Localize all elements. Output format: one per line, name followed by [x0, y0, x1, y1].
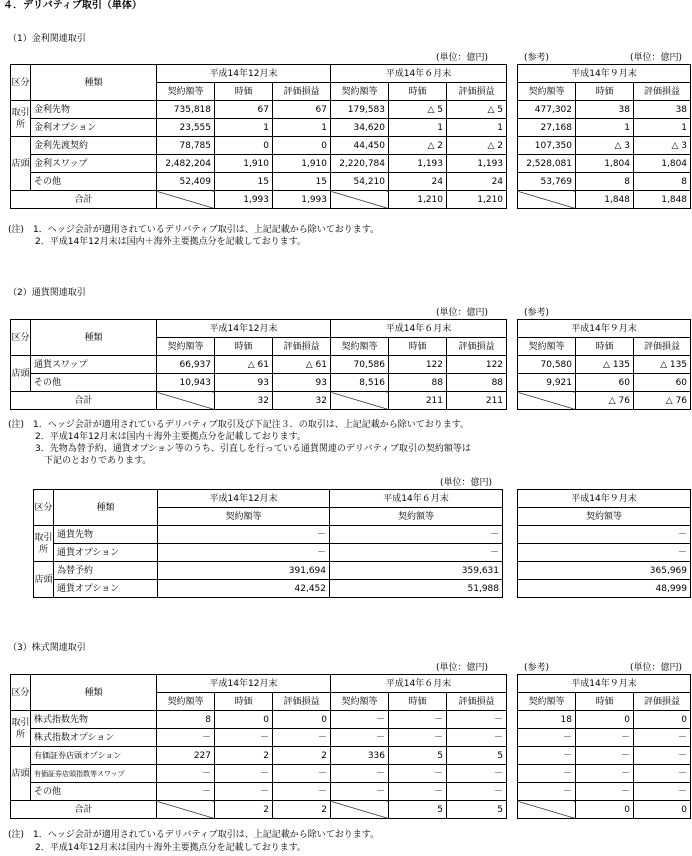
note: 2．平成14年12月末は国内＋海外主要拠点分を記載しております。 [8, 432, 306, 442]
cell: 70,586 [331, 356, 389, 374]
cell: 336 [331, 747, 389, 765]
unit-label: (単位：億円) [630, 53, 683, 63]
cell: 735,818 [157, 101, 215, 119]
reference-label: (参考) [524, 53, 550, 63]
cell: － [331, 765, 389, 783]
cell: 1,804 [576, 155, 634, 173]
unit-label: (単位：億円) [440, 478, 493, 488]
col-valuation: 評価損益 [273, 693, 331, 711]
section-3-title: （3）株式関連取引 [8, 643, 86, 653]
diagonal-cell [157, 191, 215, 209]
period-jun-header: 平成14年６月末 [330, 490, 503, 508]
period-sep-header: 平成14年９月末 [518, 320, 691, 338]
cell: 38 [576, 101, 634, 119]
cell: － [576, 729, 634, 747]
cell: 1,910 [215, 155, 273, 173]
cell: 52,409 [157, 173, 215, 191]
cell: 10,943 [157, 374, 215, 392]
group-otc: 店頭 [34, 562, 54, 598]
period-jun-header: 平成14年６月末 [331, 320, 507, 338]
cell: 2,528,081 [518, 155, 576, 173]
cell: 5 [447, 747, 507, 765]
cell: 211 [389, 392, 447, 410]
cell: 44,450 [331, 137, 389, 155]
cell: △ 5 [447, 101, 507, 119]
cell: 1,193 [447, 155, 507, 173]
cell: － [447, 729, 507, 747]
currency-contract-ref-table [517, 489, 691, 598]
row-name: 通貨オプション [54, 580, 158, 598]
cell: 1,848 [634, 191, 691, 209]
cell: △ 2 [447, 137, 507, 155]
cell: 2,220,784 [331, 155, 389, 173]
diagonal-cell [157, 392, 215, 410]
cell: △ 61 [273, 356, 331, 374]
col-valuation: 評価損益 [634, 693, 691, 711]
cell: 2 [215, 801, 273, 819]
cell: － [273, 783, 331, 801]
currency-ref-table [517, 319, 691, 410]
cell: － [447, 783, 507, 801]
cell: 93 [273, 374, 331, 392]
equity-table [10, 674, 507, 819]
cell: 60 [634, 374, 691, 392]
cell: 67 [273, 101, 331, 119]
period-jun-header: 平成14年６月末 [331, 65, 507, 83]
cell: － [576, 765, 634, 783]
cell: － [215, 783, 273, 801]
cell: － [331, 783, 389, 801]
cell: 2,482,204 [157, 155, 215, 173]
cell: － [518, 783, 576, 801]
note: (注) 1．ヘッジ会計が適用されているデリバティブ取引及び下記注３．の取引は、上記記載から除いております。 [8, 420, 470, 430]
cell: － [158, 544, 330, 562]
total-label: 合計 [11, 191, 157, 209]
period-dec-header: 平成14年12月末 [158, 490, 330, 508]
cell: 1,848 [576, 191, 634, 209]
cell: － [157, 765, 215, 783]
cell: 24 [447, 173, 507, 191]
cell: － [389, 729, 447, 747]
row-name: その他 [31, 783, 157, 801]
col-contract: 契約額等 [331, 83, 389, 101]
cell: 227 [157, 747, 215, 765]
diagonal-cell [157, 801, 215, 819]
cell: 88 [389, 374, 447, 392]
cell: 0 [215, 137, 273, 155]
total-label: 合計 [11, 392, 157, 410]
cell: 88 [447, 374, 507, 392]
cell: 54,210 [331, 173, 389, 191]
col-market: 時価 [576, 338, 634, 356]
cell: － [634, 783, 691, 801]
col-market: 時価 [215, 83, 273, 101]
period-dec-header: 平成14年12月末 [157, 65, 331, 83]
cell: 8 [157, 711, 215, 729]
cell: 60 [576, 374, 634, 392]
cell: － [157, 729, 215, 747]
note: 2．平成14年12月末は国内＋海外主要拠点分を記載しております。 [8, 843, 306, 853]
cell: 48,999 [518, 580, 691, 598]
cell: 34,620 [331, 119, 389, 137]
cell: 1 [215, 119, 273, 137]
col-market: 時価 [389, 693, 447, 711]
row-name: 株式指数オプション [31, 729, 157, 747]
cell: 107,350 [518, 137, 576, 155]
col-contract: 契約額等 [157, 338, 215, 356]
cell: 32 [215, 392, 273, 410]
equity-ref-table [517, 674, 691, 819]
cell: △ 61 [215, 356, 273, 374]
cell: 66,937 [157, 356, 215, 374]
diagonal-cell [331, 801, 389, 819]
cell: － [634, 747, 691, 765]
total-label: 合計 [11, 801, 157, 819]
cell: － [389, 783, 447, 801]
col-contract: 契約額等 [331, 338, 389, 356]
period-jun-header: 平成14年６月末 [331, 675, 507, 693]
page-heading: ４．デリバティブ取引（単体） [3, 0, 142, 11]
col-market: 時価 [576, 83, 634, 101]
cell: 1 [273, 119, 331, 137]
type-header: 種類 [31, 320, 157, 356]
period-sep-header: 平成14年９月末 [518, 490, 691, 508]
interest-rate-ref-table [517, 64, 691, 209]
cell: 1,193 [389, 155, 447, 173]
cell: 477,302 [518, 101, 576, 119]
cell: 93 [215, 374, 273, 392]
row-name: 金利オプション [31, 119, 157, 137]
cell: － [389, 765, 447, 783]
cell: 1,210 [447, 191, 507, 209]
col-valuation: 評価損益 [634, 338, 691, 356]
cell: 2 [273, 801, 331, 819]
cell: － [634, 729, 691, 747]
cell: － [331, 729, 389, 747]
cell: 0 [273, 711, 331, 729]
currency-contract-table [33, 489, 503, 598]
col-market: 時価 [215, 693, 273, 711]
cell: － [518, 526, 691, 544]
type-header: 種類 [31, 65, 157, 101]
cell: 8 [576, 173, 634, 191]
period-sep-header: 平成14年９月末 [518, 675, 691, 693]
period-dec-header: 平成14年12月末 [157, 320, 331, 338]
cell: 53,769 [518, 173, 576, 191]
cell: 179,583 [331, 101, 389, 119]
cell: 1,804 [634, 155, 691, 173]
row-name: 株式指数先物 [31, 711, 157, 729]
cell: － [215, 765, 273, 783]
cell: 0 [576, 801, 634, 819]
row-name: 通貨スワップ [31, 356, 157, 374]
cell: － [331, 711, 389, 729]
cell: － [330, 526, 503, 544]
cell: 1 [389, 119, 447, 137]
cell: 24 [389, 173, 447, 191]
cell: 0 [576, 711, 634, 729]
unit-label: (単位：億円) [436, 663, 489, 673]
row-name: 通貨オプション [54, 544, 158, 562]
unit-label: (単位：億円) [436, 53, 489, 63]
note: (注) 1．ヘッジ会計が適用されているデリバティブ取引は、上記記載から除いております。 [8, 830, 380, 840]
kubun-header: 区分 [11, 320, 31, 356]
type-header: 種類 [31, 675, 157, 711]
kubun-header: 区分 [34, 490, 54, 526]
section-1-title: （1）金利関連取引 [8, 34, 86, 44]
diagonal-cell [518, 191, 576, 209]
group-otc: 店頭 [11, 356, 31, 392]
group-otc: 店頭 [11, 747, 31, 801]
cell: 0 [634, 801, 691, 819]
cell: 359,631 [330, 562, 503, 580]
cell: 27,168 [518, 119, 576, 137]
cell: － [518, 765, 576, 783]
col-market: 時価 [215, 338, 273, 356]
cell: 38 [634, 101, 691, 119]
cell: 1,210 [389, 191, 447, 209]
cell: 18 [518, 711, 576, 729]
cell: 211 [447, 392, 507, 410]
cell: 365,969 [518, 562, 691, 580]
interest-rate-table [10, 64, 507, 209]
cell: 2 [273, 747, 331, 765]
unit-label: (単位：億円) [630, 663, 683, 673]
col-valuation: 評価損益 [273, 338, 331, 356]
cell: 0 [634, 711, 691, 729]
diagonal-cell [518, 801, 576, 819]
cell: 122 [389, 356, 447, 374]
cell: － [157, 783, 215, 801]
col-contract: 契約額等 [157, 83, 215, 101]
row-name: 金利スワップ [31, 155, 157, 173]
cell: 9,921 [518, 374, 576, 392]
col-valuation: 評価損益 [447, 338, 507, 356]
group-exchange: 取引所 [34, 526, 54, 562]
cell: 8,516 [331, 374, 389, 392]
col-contract: 契約額等 [518, 338, 576, 356]
group-otc: 店頭 [11, 137, 31, 191]
cell: － [518, 729, 576, 747]
cell: － [447, 711, 507, 729]
cell: 391,694 [158, 562, 330, 580]
row-name: 金利先渡契約 [31, 137, 157, 155]
note: 下記のとおりであります。 [8, 456, 152, 466]
period-sep-header: 平成14年９月末 [518, 65, 691, 83]
cell: 32 [273, 392, 331, 410]
cell: 15 [215, 173, 273, 191]
cell: － [389, 711, 447, 729]
row-name: その他 [31, 173, 157, 191]
row-name: 有価証券店頭オプション [31, 747, 157, 765]
cell: 70,580 [518, 356, 576, 374]
diagonal-cell [331, 392, 389, 410]
cell: － [273, 765, 331, 783]
cell: － [576, 747, 634, 765]
note: (注) 1．ヘッジ会計が適用されているデリバティブ取引は、上記記載から除いております。 [8, 225, 380, 235]
diagonal-cell [331, 191, 389, 209]
cell: 1 [576, 119, 634, 137]
row-name: 通貨先物 [54, 526, 158, 544]
row-name: 為替予約 [54, 562, 158, 580]
cell: － [576, 783, 634, 801]
cell: 5 [389, 801, 447, 819]
col-contract: 契約額等 [518, 508, 691, 526]
cell: 1 [447, 119, 507, 137]
kubun-header: 区分 [11, 675, 31, 711]
row-name: 有価証券店頭指数等スワップ [31, 765, 157, 783]
col-contract: 契約額等 [157, 693, 215, 711]
col-valuation: 評価損益 [273, 83, 331, 101]
col-market: 時価 [576, 693, 634, 711]
cell: 23,555 [157, 119, 215, 137]
col-contract: 契約額等 [518, 83, 576, 101]
cell: 1,910 [273, 155, 331, 173]
cell: － [634, 765, 691, 783]
kubun-header: 区分 [11, 65, 31, 101]
currency-table [10, 319, 507, 410]
cell: △ 3 [634, 137, 691, 155]
col-contract: 契約額等 [330, 508, 503, 526]
row-name: その他 [31, 374, 157, 392]
cell: 0 [215, 711, 273, 729]
cell: △ 135 [634, 356, 691, 374]
cell: △ 2 [389, 137, 447, 155]
cell: 1,993 [215, 191, 273, 209]
period-dec-header: 平成14年12月末 [157, 675, 331, 693]
row-name: 金利先物 [31, 101, 157, 119]
group-exchange: 取引所 [11, 711, 31, 747]
cell: △ 76 [576, 392, 634, 410]
cell: － [518, 747, 576, 765]
group-exchange: 取引所 [11, 101, 31, 137]
unit-label: (単位：億円) [436, 308, 489, 318]
cell: △ 135 [576, 356, 634, 374]
col-valuation: 評価損益 [447, 693, 507, 711]
col-market: 時価 [389, 338, 447, 356]
reference-label: (参考) [524, 663, 550, 673]
section-2-title: （2）通貨関連取引 [8, 288, 86, 298]
col-contract: 契約額等 [158, 508, 330, 526]
col-valuation: 評価損益 [634, 83, 691, 101]
cell: － [215, 729, 273, 747]
col-market: 時価 [389, 83, 447, 101]
col-valuation: 評価損益 [447, 83, 507, 101]
col-contract: 契約額等 [518, 693, 576, 711]
note: 3．先物為替予約、通貨オプション等のうち、引直しを行っている通貨関連のデリバティブ取引の契約額等は [8, 444, 471, 454]
cell: △ 3 [576, 137, 634, 155]
diagonal-cell [518, 392, 576, 410]
cell: － [158, 526, 330, 544]
cell: － [447, 765, 507, 783]
cell: － [330, 544, 503, 562]
cell: 1 [634, 119, 691, 137]
cell: 8 [634, 173, 691, 191]
cell: 67 [215, 101, 273, 119]
cell: 15 [273, 173, 331, 191]
cell: － [518, 544, 691, 562]
reference-label: (参考) [524, 308, 550, 318]
cell: 5 [447, 801, 507, 819]
cell: △ 76 [634, 392, 691, 410]
cell: 78,785 [157, 137, 215, 155]
cell: 1,993 [273, 191, 331, 209]
cell: 42,452 [158, 580, 330, 598]
cell: 0 [273, 137, 331, 155]
note: 2．平成14年12月末は国内＋海外主要拠点分を記載しております。 [8, 237, 306, 247]
cell: 5 [389, 747, 447, 765]
cell: － [273, 729, 331, 747]
type-header: 種類 [54, 490, 158, 526]
cell: 2 [215, 747, 273, 765]
cell: 122 [447, 356, 507, 374]
cell: 51,988 [330, 580, 503, 598]
cell: △ 5 [389, 101, 447, 119]
col-contract: 契約額等 [331, 693, 389, 711]
